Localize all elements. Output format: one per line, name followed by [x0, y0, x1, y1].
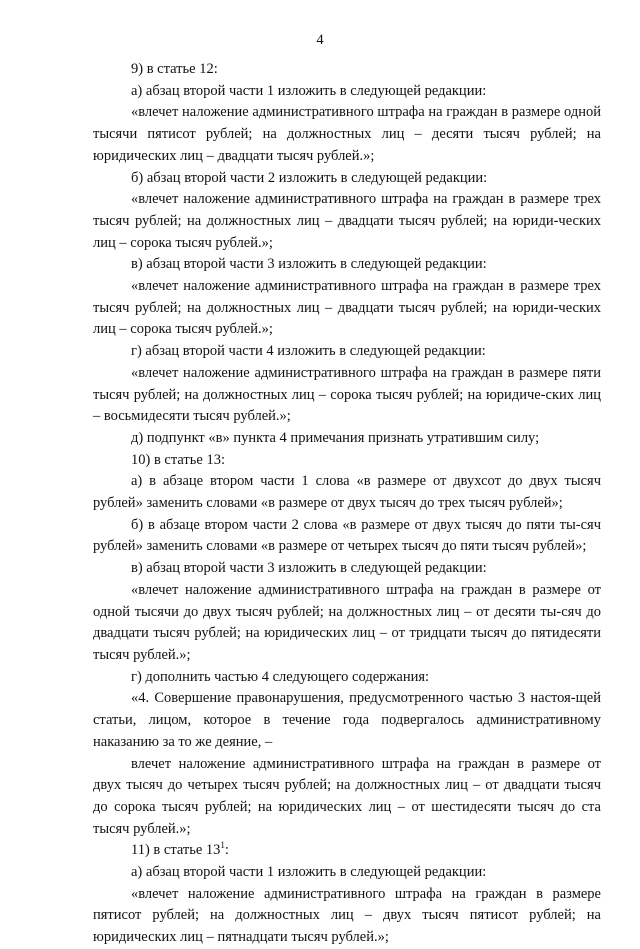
page-number: 4: [316, 32, 324, 48]
quote-10g-part4: «4. Совершение правонарушения, предусмотренного частью 3 настоя-щей статьи, лицом, которое в течение года подвергалось административному наказанию за то же деяние, –: [93, 690, 601, 750]
document-body: [93, 59, 601, 949]
quote-9b: «влечет наложение административного штрафа на граждан в размере трех тысяч рублей; на должностных лиц – двадцати тысяч рублей; на юриди-ческих лиц – сорока тысяч рублей.»;: [93, 191, 601, 251]
item-11-text: 11) в статье 13: [131, 842, 221, 859]
quote-9g: «влечет наложение административного штрафа на граждан в размере пяти тысяч рублей; на должностных лиц – сорока тысяч рублей; на юридиче-ских лиц – восьмидесяти тысяч рублей.»;: [93, 364, 601, 425]
quote-11a: «влечет наложение административного штрафа на граждан в размере пятисот рублей; на должностных лиц – двух тысяч пятисот рублей; на юридических лиц – пятнадцати тысяч рублей.»;: [93, 885, 601, 946]
subitem-10b: б) в абзаце втором части 2 слова «в размере от двух тысяч до пяти ты-сяч рублей» заменить словами «в размере от четырех тысяч до пяти тысяч рублей»;: [93, 516, 601, 555]
item-11-heading: [93, 840, 601, 862]
item-9-heading: 9) в статье 12:: [131, 61, 218, 77]
subitem-9a: а) абзац второй части 1 изложить в следующей редакции:: [131, 82, 487, 99]
item-11-superscript: 1: [220, 840, 225, 851]
subitem-9v: в) абзац второй части 3 изложить в следующей редакции:: [131, 256, 487, 273]
subitem-9d: д) подпункт «в» пункта 4 примечания признать утратившим силу;: [131, 429, 540, 446]
quote-9v: «влечет наложение административного штрафа на граждан в размере трех тысяч рублей; на должностных лиц – двадцати тысяч рублей; на юриди-ческих лиц – сорока тысяч рублей.»;: [93, 278, 601, 338]
subitem-9g: г) абзац второй части 4 изложить в следующей редакции:: [131, 343, 486, 360]
subitem-9b: б) абзац второй части 2 изложить в следующей редакции:: [131, 169, 488, 186]
subitem-10a: а) в абзаце втором части 1 слова «в размере от двухсот до двух тысяч рублей» заменить словами «в размере от двух тысяч до трех тысяч рублей»;: [93, 473, 601, 512]
subitem-10g: г) дополнить частью 4 следующего содержания:: [131, 668, 430, 685]
quote-10g-penalty: влечет наложение административного штрафа на граждан в размере от двух тысяч до четырех тысяч рублей; на должностных лиц – от двадцати тысяч до сорока тысяч рублей; на юридических лиц – от шестидесяти тысяч до ста тысяч рублей.»;: [93, 755, 601, 837]
subitem-10v: в) абзац второй части 3 изложить в следующей редакции:: [131, 560, 487, 577]
quote-10v: «влечет наложение административного штрафа на граждан в размере от одной тысячи до двух тысяч рублей; на должностных лиц – от десяти ты-сяч до двадцати тысяч рублей; на юридических лиц – от тридцати тысяч до пятидесяти тысяч рублей.»;: [93, 581, 601, 663]
item-10-heading: 10) в статье 13:: [131, 451, 225, 468]
subitem-11a: а) абзац второй части 1 изложить в следующей редакции:: [131, 864, 487, 881]
quote-9a: «влечет наложение административного штрафа на граждан в размере одной тысячи пятисот рублей; на должностных лиц – десяти тысяч рублей; на юридических лиц – двадцати тысяч рублей.»;: [93, 104, 601, 164]
item-11-suffix: :: [224, 842, 229, 859]
